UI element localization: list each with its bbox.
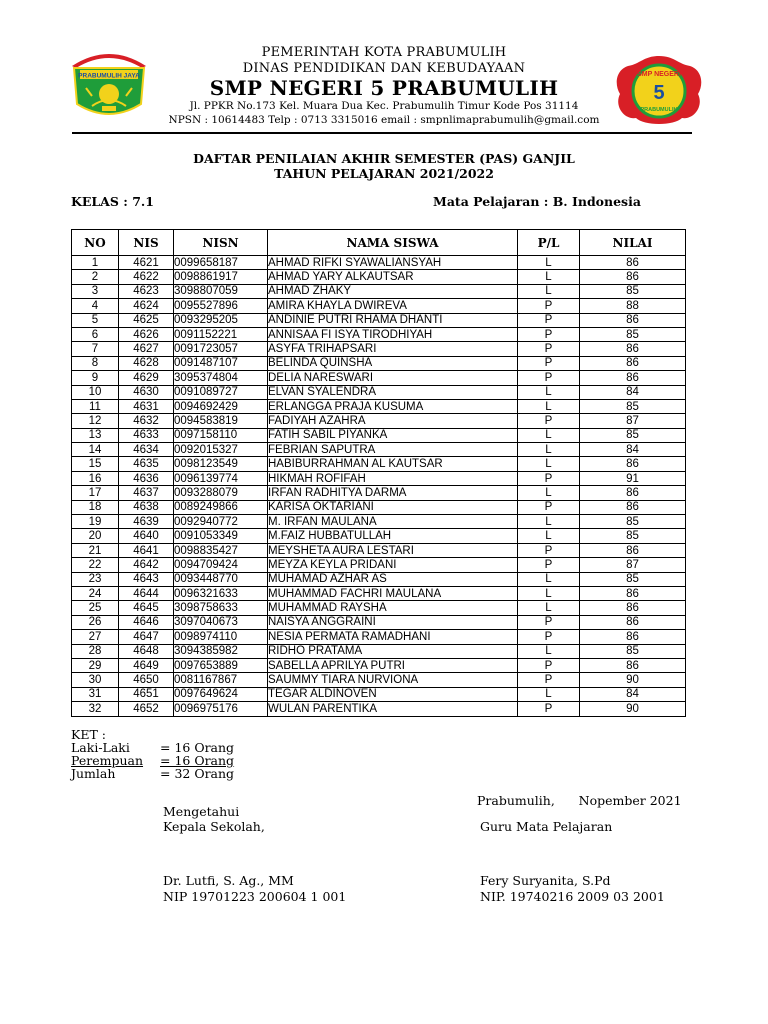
row-nama-siswa: NAISYA ANGGRAINI	[268, 615, 518, 629]
row-nilai: 86	[580, 457, 686, 471]
row-nis: 4637	[119, 486, 174, 500]
row-nisn: 0089249866	[174, 500, 268, 514]
row-no: 31	[72, 687, 119, 701]
row-no: 4	[72, 299, 119, 313]
row-pl: L	[518, 586, 580, 600]
row-no: 17	[72, 486, 119, 500]
row-nilai: 86	[580, 615, 686, 629]
row-nis: 4648	[119, 644, 174, 658]
row-nis: 4624	[119, 299, 174, 313]
row-nama-siswa: NESIA PERMATA RAMADHANI	[268, 630, 518, 644]
row-nis: 4649	[119, 658, 174, 672]
row-nis: 4630	[119, 385, 174, 399]
row-nisn: 3098807059	[174, 284, 268, 298]
row-nama-siswa: MEYSHETA AURA LESTARI	[268, 543, 518, 557]
table-row	[72, 572, 686, 586]
principal-name: Dr. Lutfi, S. Ag., MM	[163, 873, 294, 888]
row-nis: 4651	[119, 687, 174, 701]
row-nilai: 85	[580, 572, 686, 586]
row-pl: L	[518, 399, 580, 413]
row-pl: P	[518, 342, 580, 356]
row-nilai: 85	[580, 644, 686, 658]
table-row	[72, 586, 686, 600]
row-nisn: 0093448770	[174, 572, 268, 586]
row-nilai: 85	[580, 327, 686, 341]
row-nisn: 0096321633	[174, 586, 268, 600]
row-pl: P	[518, 500, 580, 514]
row-no: 5	[72, 313, 119, 327]
row-nama-siswa: ANDINIE PUTRI RHAMA DHANTI	[268, 313, 518, 327]
row-nama-siswa: MUHAMAD AZHAR AS	[268, 572, 518, 586]
row-nis: 4646	[119, 615, 174, 629]
row-no: 1	[72, 256, 119, 270]
row-nis: 4634	[119, 443, 174, 457]
table-row	[72, 529, 686, 543]
row-nisn: 0094709424	[174, 558, 268, 572]
teacher-name: Fery Suryanita, S.Pd	[480, 873, 611, 888]
row-nisn: 3098758633	[174, 601, 268, 615]
row-nilai: 86	[580, 601, 686, 615]
table-row	[72, 299, 686, 313]
table-row	[72, 558, 686, 572]
row-nis: 4647	[119, 630, 174, 644]
row-pl: P	[518, 615, 580, 629]
row-pl: P	[518, 371, 580, 385]
row-no: 29	[72, 658, 119, 672]
row-nilai: 86	[580, 342, 686, 356]
row-nis: 4632	[119, 414, 174, 428]
row-nisn: 0096975176	[174, 702, 268, 716]
row-no: 25	[72, 601, 119, 615]
row-nisn: 0092940772	[174, 515, 268, 529]
row-nis: 4633	[119, 428, 174, 442]
header-nisn: NISN	[174, 230, 268, 256]
row-no: 19	[72, 515, 119, 529]
table-row	[72, 644, 686, 658]
table-header-row	[72, 230, 686, 256]
row-nilai: 86	[580, 658, 686, 672]
table-row	[72, 428, 686, 442]
row-nisn: 3097040673	[174, 615, 268, 629]
table-row	[72, 471, 686, 485]
row-nilai: 86	[580, 543, 686, 557]
row-nilai: 85	[580, 284, 686, 298]
row-nis: 4640	[119, 529, 174, 543]
header-pl: P/L	[518, 230, 580, 256]
row-pl: P	[518, 630, 580, 644]
row-nis: 4625	[119, 313, 174, 327]
header-nama-siswa: NAMA SISWA	[268, 230, 518, 256]
row-nilai: 90	[580, 702, 686, 716]
row-nilai: 86	[580, 356, 686, 370]
table-row	[72, 371, 686, 385]
row-nama-siswa: FADIYAH AZAHRA	[268, 414, 518, 428]
gov-line: PEMERINTAH KOTA PRABUMULIH	[261, 45, 507, 60]
row-pl: P	[518, 543, 580, 557]
row-nilai: 86	[580, 371, 686, 385]
row-pl: P	[518, 299, 580, 313]
table-row	[72, 702, 686, 716]
row-nilai: 91	[580, 471, 686, 485]
letterhead-rule	[72, 132, 692, 134]
table-row	[72, 601, 686, 615]
row-nama-siswa: ANNISAA FI ISYA TIRODHIYAH	[268, 327, 518, 341]
row-nis: 4626	[119, 327, 174, 341]
row-no: 10	[72, 385, 119, 399]
row-no: 9	[72, 371, 119, 385]
row-nilai: 84	[580, 443, 686, 457]
table-row	[72, 486, 686, 500]
row-nama-siswa: ERLANGGA PRAJA KUSUMA	[268, 399, 518, 413]
principal-nip: NIP 19701223 200604 1 001	[163, 889, 347, 904]
ket-perempuan-value: = 16 Orang	[160, 753, 235, 768]
table-row	[72, 256, 686, 270]
row-nisn: 0099658187	[174, 256, 268, 270]
row-no: 15	[72, 457, 119, 471]
row-no: 23	[72, 572, 119, 586]
teacher-nip: NIP. 19740216 2009 03 2001	[480, 889, 665, 904]
row-nilai: 86	[580, 256, 686, 270]
row-nisn: 0098835427	[174, 543, 268, 557]
row-nisn: 0091053349	[174, 529, 268, 543]
row-nis: 4629	[119, 371, 174, 385]
class-label: KELAS : 7.1	[71, 194, 154, 209]
row-pl: L	[518, 428, 580, 442]
row-nilai: 86	[580, 500, 686, 514]
row-no: 24	[72, 586, 119, 600]
row-nisn: 0097649624	[174, 687, 268, 701]
row-nama-siswa: RIDHO PRATAMA	[268, 644, 518, 658]
row-nama-siswa: FEBRIAN SAPUTRA	[268, 443, 518, 457]
row-nama-siswa: SABELLA APRILYA PUTRI	[268, 658, 518, 672]
row-pl: L	[518, 443, 580, 457]
row-pl: P	[518, 356, 580, 370]
row-pl: P	[518, 558, 580, 572]
row-nama-siswa: HIKMAH ROFIFAH	[268, 471, 518, 485]
row-nis: 4623	[119, 284, 174, 298]
right-logo-top-text: SMP NEGERI	[637, 71, 681, 78]
table-row	[72, 327, 686, 341]
row-nisn: 0091487107	[174, 356, 268, 370]
row-pl: L	[518, 256, 580, 270]
row-no: 22	[72, 558, 119, 572]
row-nilai: 87	[580, 558, 686, 572]
table-row	[72, 615, 686, 629]
row-nama-siswa: MUHAMMAD RAYSHA	[268, 601, 518, 615]
row-no: 14	[72, 443, 119, 457]
row-nis: 4631	[119, 399, 174, 413]
row-no: 16	[72, 471, 119, 485]
row-nilai: 85	[580, 515, 686, 529]
row-nilai: 86	[580, 313, 686, 327]
row-nisn: 0081167867	[174, 673, 268, 687]
dept-line: DINAS PENDIDIKAN DAN KEBUDAYAAN	[242, 61, 526, 76]
row-nisn: 0091152221	[174, 327, 268, 341]
row-nilai: 87	[580, 414, 686, 428]
row-nis: 4627	[119, 342, 174, 356]
row-nis: 4621	[119, 256, 174, 270]
row-nama-siswa: DELIA NARESWARI	[268, 371, 518, 385]
row-nama-siswa: MUHAMMAD FACHRI MAULANA	[268, 586, 518, 600]
row-pl: L	[518, 687, 580, 701]
table-row	[72, 457, 686, 471]
row-nis: 4638	[119, 500, 174, 514]
row-nis: 4652	[119, 702, 174, 716]
row-nis: 4641	[119, 543, 174, 557]
table-row	[72, 284, 686, 298]
row-nisn: 0098974110	[174, 630, 268, 644]
table-row	[72, 500, 686, 514]
row-nis: 4644	[119, 586, 174, 600]
row-no: 26	[72, 615, 119, 629]
row-nama-siswa: WULAN PARENTIKA	[268, 702, 518, 716]
row-no: 7	[72, 342, 119, 356]
table-row	[72, 543, 686, 557]
row-nis: 4622	[119, 270, 174, 284]
table-row	[72, 443, 686, 457]
mengetahui-label: Mengetahui	[163, 804, 240, 819]
school-address: Jl. PPKR No.173 Kel. Muara Dua Kec. Prabumulih Timur Kode Pos 31114	[189, 100, 579, 112]
subject-label: Mata Pelajaran : B. Indonesia	[433, 194, 641, 209]
row-nis: 4642	[119, 558, 174, 572]
row-nisn: 0091089727	[174, 385, 268, 399]
row-nisn: 0094692429	[174, 399, 268, 413]
row-pl: L	[518, 529, 580, 543]
table-row	[72, 630, 686, 644]
row-nama-siswa: BELINDA QUINSHA	[268, 356, 518, 370]
row-no: 12	[72, 414, 119, 428]
row-nama-siswa: HABIBURRAHMAN AL KAUTSAR	[268, 457, 518, 471]
row-nilai: 86	[580, 270, 686, 284]
ket-laki-value: = 16 Orang	[160, 740, 235, 755]
row-pl: P	[518, 313, 580, 327]
row-nis: 4643	[119, 572, 174, 586]
row-nama-siswa: M. IRFAN MAULANA	[268, 515, 518, 529]
row-nis: 4635	[119, 457, 174, 471]
row-nisn: 0095527896	[174, 299, 268, 313]
row-nama-siswa: AMIRA KHAYLA DWIREVA	[268, 299, 518, 313]
table-row	[72, 515, 686, 529]
row-nisn: 0097158110	[174, 428, 268, 442]
row-nis: 4639	[119, 515, 174, 529]
row-nilai: 86	[580, 486, 686, 500]
row-no: 32	[72, 702, 119, 716]
row-no: 21	[72, 543, 119, 557]
place-date: Prabumulih, Nopember 2021	[477, 793, 682, 808]
row-nama-siswa: IRFAN RADHITYA DARMA	[268, 486, 518, 500]
table-row	[72, 313, 686, 327]
row-no: 8	[72, 356, 119, 370]
ket-perempuan-label: Perempuan	[71, 753, 144, 768]
ket-title: KET :	[71, 727, 106, 742]
row-pl: L	[518, 572, 580, 586]
table-row	[72, 270, 686, 284]
row-nis: 4645	[119, 601, 174, 615]
row-nisn: 3095374804	[174, 371, 268, 385]
header-nilai: NILAI	[580, 230, 686, 256]
row-nilai: 84	[580, 687, 686, 701]
row-nisn: 3094385982	[174, 644, 268, 658]
row-pl: P	[518, 673, 580, 687]
row-no: 13	[72, 428, 119, 442]
row-nama-siswa: TEGAR ALDINOVEN	[268, 687, 518, 701]
row-pl: L	[518, 270, 580, 284]
school-name: SMP NEGERI 5 PRABUMULIH	[209, 76, 559, 100]
table-row	[72, 414, 686, 428]
row-nama-siswa: AHMAD YARY ALKAUTSAR	[268, 270, 518, 284]
row-nama-siswa: AHMAD RIFKI SYAWALIANSYAH	[268, 256, 518, 270]
row-pl: L	[518, 515, 580, 529]
row-nisn: 0093288079	[174, 486, 268, 500]
row-nama-siswa: ASYFA TRIHAPSARI	[268, 342, 518, 356]
left-logo-text: PRABUMULIH JAYA	[78, 72, 140, 80]
row-nama-siswa: ELVAN SYALENDRA	[268, 385, 518, 399]
row-pl: P	[518, 414, 580, 428]
row-nisn: 0098861917	[174, 270, 268, 284]
row-nisn: 0097653889	[174, 658, 268, 672]
row-nisn: 0092015327	[174, 443, 268, 457]
row-no: 28	[72, 644, 119, 658]
row-nis: 4636	[119, 471, 174, 485]
ket-jumlah-label: Jumlah	[71, 766, 116, 781]
row-nisn: 0091723057	[174, 342, 268, 356]
row-nama-siswa: FATIH SABIL PIYANKA	[268, 428, 518, 442]
teacher-title: Guru Mata Pelajaran	[480, 819, 613, 834]
table-row	[72, 687, 686, 701]
row-nilai: 85	[580, 399, 686, 413]
table-row	[72, 658, 686, 672]
row-pl: L	[518, 457, 580, 471]
principal-title: Kepala Sekolah,	[163, 819, 265, 834]
header-no: NO	[72, 230, 119, 256]
row-nilai: 86	[580, 586, 686, 600]
row-nama-siswa: SAUMMY TIARA NURVIONA	[268, 673, 518, 687]
row-nisn: 0093295205	[174, 313, 268, 327]
row-no: 6	[72, 327, 119, 341]
row-no: 18	[72, 500, 119, 514]
row-nilai: 85	[580, 529, 686, 543]
row-no: 30	[72, 673, 119, 687]
row-nis: 4628	[119, 356, 174, 370]
row-nama-siswa: M.FAIZ HUBBATULLAH	[268, 529, 518, 543]
row-nisn: 0096139774	[174, 471, 268, 485]
right-logo-number: 5	[653, 82, 665, 104]
right-logo-bottom-text: PRABUMULIH	[640, 107, 678, 113]
table-row	[72, 385, 686, 399]
row-nisn: 0098123549	[174, 457, 268, 471]
row-pl: L	[518, 284, 580, 298]
row-no: 27	[72, 630, 119, 644]
row-pl: L	[518, 486, 580, 500]
school-contact: NPSN : 10614483 Telp : 0713 3315016 email : smpnlimaprabumulih@gmail.com	[168, 114, 600, 126]
row-nis: 4650	[119, 673, 174, 687]
row-no: 3	[72, 284, 119, 298]
table-row	[72, 399, 686, 413]
row-nama-siswa: AHMAD ZHAKY	[268, 284, 518, 298]
table-row	[72, 342, 686, 356]
row-nilai: 90	[580, 673, 686, 687]
row-pl: L	[518, 601, 580, 615]
row-pl: P	[518, 327, 580, 341]
table-row	[72, 673, 686, 687]
row-no: 11	[72, 399, 119, 413]
ket-jumlah-value: = 32 Orang	[160, 766, 235, 781]
row-pl: L	[518, 385, 580, 399]
row-pl: L	[518, 644, 580, 658]
row-pl: P	[518, 658, 580, 672]
row-nilai: 84	[580, 385, 686, 399]
row-no: 20	[72, 529, 119, 543]
row-nisn: 0094583819	[174, 414, 268, 428]
table-row	[72, 356, 686, 370]
row-pl: P	[518, 702, 580, 716]
header-nis: NIS	[119, 230, 174, 256]
academic-year: TAHUN PELAJARAN 2021/2022	[274, 166, 494, 181]
row-nama-siswa: MEYZA KEYLA PRIDANI	[268, 558, 518, 572]
document-title: DAFTAR PENILAIAN AKHIR SEMESTER (PAS) GANJIL	[193, 151, 575, 166]
row-nama-siswa: KARISA OKTARIANI	[268, 500, 518, 514]
row-nilai: 85	[580, 428, 686, 442]
row-no: 2	[72, 270, 119, 284]
ket-laki-label: Laki-Laki	[71, 740, 130, 755]
grades-table	[71, 229, 686, 717]
row-nilai: 86	[580, 630, 686, 644]
row-pl: P	[518, 471, 580, 485]
row-nilai: 88	[580, 299, 686, 313]
